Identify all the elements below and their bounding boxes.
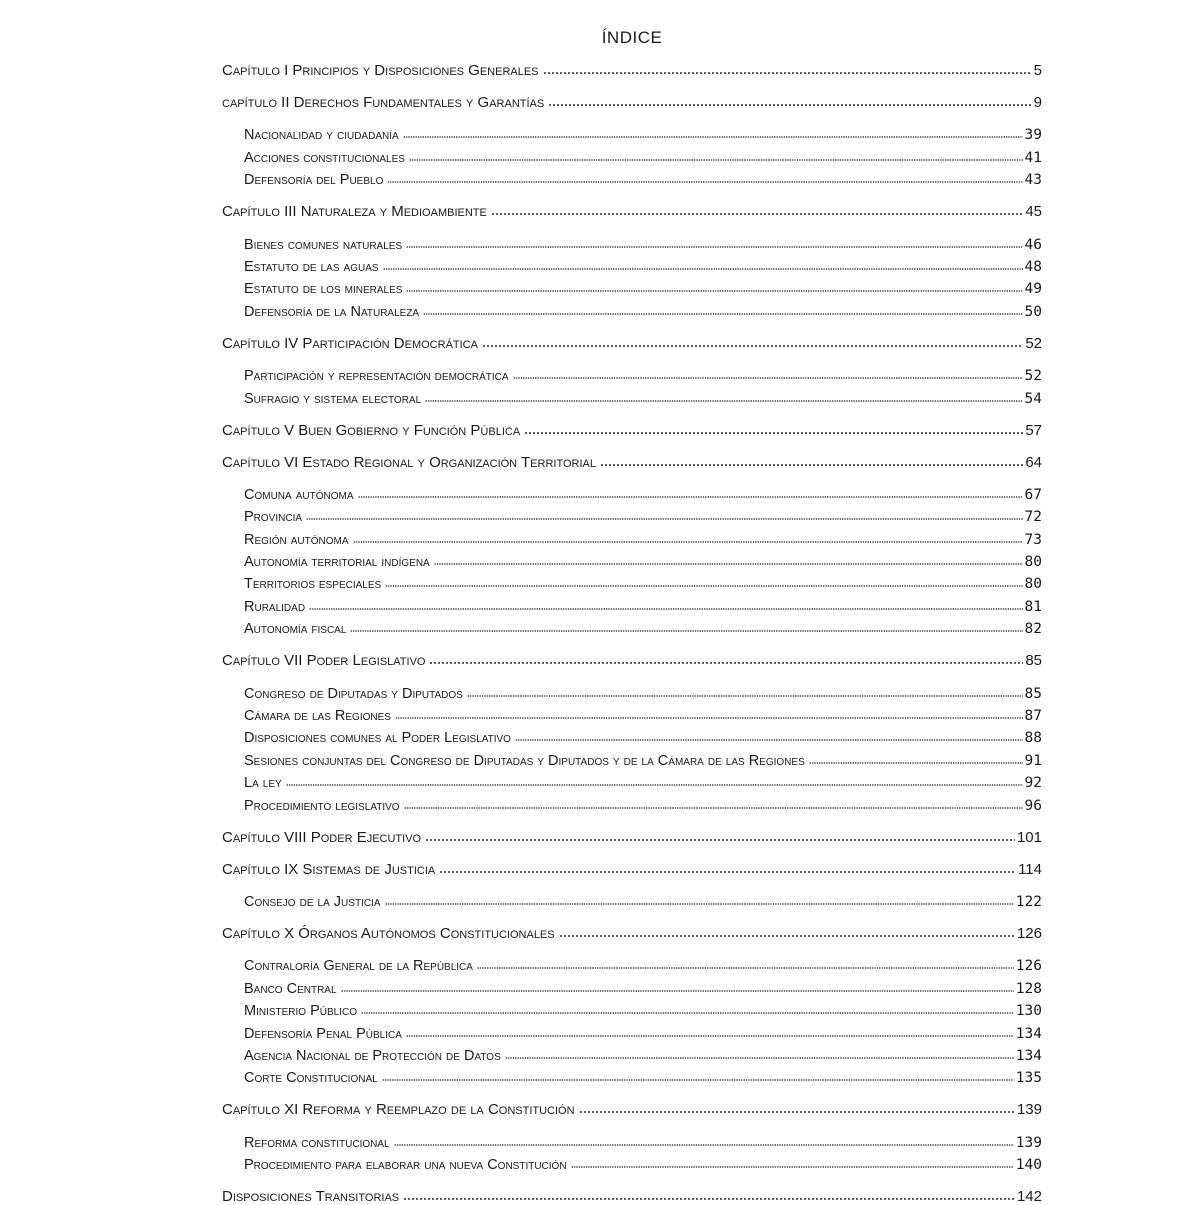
table-of-contents — [222, 57, 1042, 1205]
dot-leader — [383, 267, 1023, 271]
toc-page-number: 139 — [1015, 1134, 1042, 1151]
dot-leader — [403, 135, 1023, 139]
toc-page-number: 139 — [1016, 1101, 1042, 1119]
toc-entry-label: Banco Central — [244, 980, 337, 997]
toc-page-number: 45 — [1025, 203, 1042, 221]
dot-leader — [559, 934, 1015, 938]
dot-leader — [543, 71, 1032, 75]
toc-page-number: 88 — [1024, 730, 1042, 747]
toc-chapter-entry[interactable] — [222, 856, 1042, 878]
dot-leader — [515, 738, 1023, 742]
toc-page-number: 9 — [1033, 94, 1042, 111]
toc-page-number: 85 — [1024, 685, 1042, 702]
toc-entry-label: Procedimiento legislativo — [244, 797, 400, 814]
toc-entry-label: Contraloría General de la República — [244, 958, 473, 975]
toc-entry-label: Capítulo VIII Poder Ejecutivo — [222, 828, 422, 846]
toc-chapter-entry[interactable] — [222, 824, 1042, 846]
dot-leader — [341, 989, 1014, 993]
toc-page-number: 49 — [1024, 281, 1042, 298]
toc-section-entry[interactable] — [222, 121, 1042, 143]
dot-leader — [513, 376, 1023, 380]
dot-leader — [382, 1078, 1014, 1082]
dot-leader — [309, 607, 1022, 611]
toc-section-entry[interactable] — [222, 503, 1042, 525]
toc-section-entry[interactable] — [222, 1064, 1042, 1086]
dot-leader — [425, 399, 1022, 403]
toc-entry-label: Disposiciones Transitorias — [222, 1188, 400, 1205]
toc-section-entry[interactable] — [222, 615, 1042, 637]
toc-chapter-entry[interactable] — [222, 449, 1042, 471]
toc-page-number: 82 — [1024, 621, 1042, 638]
toc-entry-label: Bienes comunes naturales — [244, 236, 403, 253]
dot-leader — [571, 1165, 1014, 1169]
toc-section-entry[interactable] — [222, 481, 1042, 503]
toc-page-number: 126 — [1015, 958, 1042, 975]
toc-page-number: 5 — [1033, 62, 1042, 79]
toc-entry-label: Capítulo VII Poder Legislativo — [222, 652, 426, 670]
toc-page-number: 80 — [1024, 576, 1042, 593]
toc-page-number: 114 — [1018, 860, 1042, 878]
toc-section-entry[interactable] — [222, 791, 1042, 813]
toc-page-number: 50 — [1024, 303, 1042, 320]
toc-page-number: 128 — [1015, 980, 1042, 997]
toc-section-entry[interactable] — [222, 548, 1042, 570]
toc-page-number: 73 — [1024, 531, 1042, 548]
dot-leader — [361, 1011, 1014, 1015]
dot-leader — [387, 180, 1022, 184]
dot-leader — [579, 1110, 1015, 1114]
toc-entry-label: Capítulo III Naturaleza y Medioambiente — [222, 203, 487, 221]
toc-section-entry[interactable] — [222, 525, 1042, 547]
toc-section-entry[interactable] — [222, 724, 1042, 746]
toc-section-entry[interactable] — [222, 143, 1042, 165]
toc-entry-label: Defensoría de la Naturaleza — [244, 303, 420, 320]
dot-leader — [434, 562, 1023, 566]
toc-page-number: 80 — [1024, 554, 1042, 571]
toc-entry-label: Participación y representación democrática — [244, 368, 509, 385]
toc-page-number: 72 — [1024, 509, 1042, 526]
toc-entry-label: capítulo II Derechos Fundamentales y Garantías — [222, 94, 545, 111]
toc-section-entry[interactable] — [222, 1042, 1042, 1064]
dot-leader — [423, 312, 1022, 316]
toc-page-number: 92 — [1024, 775, 1042, 792]
toc-chapter-entry[interactable] — [222, 57, 1042, 79]
toc-page-number: 43 — [1024, 172, 1042, 189]
toc-chapter-entry[interactable] — [222, 1183, 1042, 1205]
toc-entry-label: Nacionalidad y ciudadanía — [244, 127, 399, 144]
toc-section-entry[interactable] — [222, 997, 1042, 1019]
toc-section-entry[interactable] — [222, 275, 1042, 297]
dot-leader — [406, 289, 1022, 293]
toc-entry-label: Capítulo XI Reforma y Reemplazo de la Constitución — [222, 1101, 575, 1119]
toc-entry-label: Consejo de la Justicia — [244, 893, 381, 910]
toc-section-entry[interactable] — [222, 702, 1042, 724]
toc-section-entry[interactable] — [222, 888, 1042, 910]
dot-leader — [429, 661, 1023, 665]
toc-page-number: 41 — [1024, 149, 1042, 166]
dot-leader — [548, 103, 1031, 107]
toc-section-entry[interactable] — [222, 974, 1042, 996]
dot-leader — [491, 212, 1023, 216]
toc-page-number: 46 — [1024, 236, 1042, 253]
toc-entry-label: La ley — [244, 775, 282, 792]
toc-entry-label: Cámara de las Regiones — [244, 708, 391, 725]
toc-entry-label: Provincia — [244, 509, 303, 526]
toc-page-number: 57 — [1025, 421, 1042, 439]
toc-entry-label: Capítulo IX Sistemas de Justicia — [222, 860, 436, 878]
toc-page-number: 101 — [1016, 828, 1042, 846]
toc-section-entry[interactable] — [222, 362, 1042, 384]
toc-entry-label: Comuna autónoma — [244, 486, 354, 503]
toc-page-number: 140 — [1015, 1157, 1042, 1174]
toc-chapter-entry[interactable] — [222, 920, 1042, 942]
toc-entry-label: Estatuto de las aguas — [244, 258, 379, 275]
dot-leader — [809, 761, 1023, 765]
toc-page-number: 52 — [1025, 334, 1042, 352]
toc-page-number: 130 — [1015, 1003, 1042, 1020]
toc-entry-label: Ruralidad — [244, 598, 306, 615]
toc-section-entry[interactable] — [222, 952, 1042, 974]
toc-section-entry[interactable] — [222, 592, 1042, 614]
toc-page-number: 134 — [1015, 1047, 1042, 1064]
toc-chapter-entry[interactable] — [222, 647, 1042, 669]
dot-leader — [406, 1034, 1014, 1038]
toc-page-number: 54 — [1024, 390, 1042, 407]
toc-entry-label: Disposiciones comunes al Poder Legislativo — [244, 730, 511, 747]
toc-chapter-entry[interactable] — [222, 89, 1042, 111]
toc-page-number: 64 — [1025, 453, 1042, 471]
toc-section-entry[interactable] — [222, 570, 1042, 592]
toc-entry-label: Sesiones conjuntas del Congreso de Diputadas y Diputados y de la Cámara de las Regiones — [244, 752, 805, 769]
dot-leader — [467, 694, 1023, 698]
dot-leader — [600, 463, 1023, 467]
toc-chapter-entry[interactable] — [222, 330, 1042, 352]
toc-entry-label: Congreso de Diputadas y Diputados — [244, 685, 463, 702]
toc-entry-label: Autonomía territorial indígena — [244, 554, 430, 571]
toc-entry-label: Capítulo I Principios y Disposiciones Generales — [222, 62, 539, 79]
dot-leader — [395, 716, 1023, 720]
toc-entry-label: Estatuto de los minerales — [244, 281, 403, 298]
toc-page-number: 81 — [1024, 598, 1042, 615]
toc-entry-label: Capítulo X Órganos Autónomos Constitucionales — [222, 924, 555, 942]
toc-entry-label: Corte Constitucional — [244, 1070, 378, 1087]
toc-entry-label: Ministerio Público — [244, 1003, 358, 1020]
toc-section-entry[interactable] — [222, 1151, 1042, 1173]
toc-page-number: 126 — [1016, 924, 1042, 942]
dot-leader — [286, 783, 1023, 787]
toc-section-entry[interactable] — [222, 253, 1042, 275]
dot-leader — [306, 517, 1023, 521]
toc-page-number: 134 — [1015, 1025, 1042, 1042]
toc-entry-label: Procedimiento para elaborar una nueva Constitución — [244, 1157, 567, 1174]
toc-page-number: 48 — [1024, 258, 1042, 275]
toc-page-number: 96 — [1024, 797, 1042, 814]
toc-section-entry[interactable] — [222, 746, 1042, 768]
toc-entry-label: Territorios especiales — [244, 576, 382, 593]
dot-leader — [406, 245, 1022, 249]
page-title: ÍNDICE — [601, 28, 663, 47]
toc-entry-label: Acciones constitucionales — [244, 149, 405, 166]
toc-page-number: 67 — [1024, 486, 1042, 503]
toc-entry-label: Capítulo V Buen Gobierno y Función Pública — [222, 421, 521, 439]
toc-section-entry[interactable] — [222, 769, 1042, 791]
toc-section-entry[interactable] — [222, 1128, 1042, 1150]
toc-section-entry[interactable] — [222, 1019, 1042, 1041]
dot-leader — [385, 584, 1022, 588]
toc-section-entry[interactable] — [222, 166, 1042, 188]
dot-leader — [425, 838, 1015, 842]
toc-page-number: 91 — [1024, 752, 1042, 769]
dot-leader — [350, 629, 1022, 633]
dot-leader — [505, 1056, 1014, 1060]
toc-chapter-entry[interactable] — [222, 1096, 1042, 1118]
toc-entry-label: Autonomía fiscal — [244, 621, 347, 638]
toc-section-entry[interactable] — [222, 384, 1042, 406]
toc-section-entry[interactable] — [222, 679, 1042, 701]
dot-leader — [524, 431, 1023, 435]
dot-leader — [403, 1197, 1015, 1201]
dot-leader — [394, 1143, 1014, 1147]
toc-entry-label: Defensoría del Pueblo — [244, 172, 384, 189]
toc-entry-label: Defensoría Penal Pública — [244, 1025, 402, 1042]
toc-entry-label: Capítulo VI Estado Regional y Organización Territorial — [222, 453, 596, 471]
toc-page-number: 142 — [1016, 1188, 1042, 1205]
toc-entry-label: Agencia Nacional de Protección de Datos — [244, 1047, 501, 1064]
toc-section-entry[interactable] — [222, 297, 1042, 319]
toc-entry-label: Reforma constitucional — [244, 1134, 390, 1151]
dot-leader — [439, 870, 1016, 874]
dot-leader — [404, 806, 1023, 810]
dot-leader — [482, 344, 1023, 348]
dot-leader — [409, 158, 1023, 162]
toc-section-entry[interactable] — [222, 230, 1042, 252]
toc-page-number: 39 — [1024, 127, 1042, 144]
toc-chapter-entry[interactable] — [222, 417, 1042, 439]
toc-chapter-entry[interactable] — [222, 198, 1042, 220]
toc-page-number: 85 — [1025, 652, 1042, 670]
toc-page-number: 52 — [1024, 368, 1042, 385]
toc-page-number: 87 — [1024, 708, 1042, 725]
dot-leader — [477, 966, 1014, 970]
toc-entry-label: Región autónoma — [244, 531, 349, 548]
toc-entry-label: Sufragio y sistema electoral — [244, 390, 422, 407]
toc-page-number: 122 — [1015, 893, 1042, 910]
dot-leader — [385, 902, 1014, 906]
dot-leader — [353, 540, 1023, 544]
toc-page-number: 135 — [1015, 1070, 1042, 1087]
dot-leader — [358, 495, 1023, 499]
toc-entry-label: Capítulo IV Participación Democrática — [222, 334, 478, 352]
